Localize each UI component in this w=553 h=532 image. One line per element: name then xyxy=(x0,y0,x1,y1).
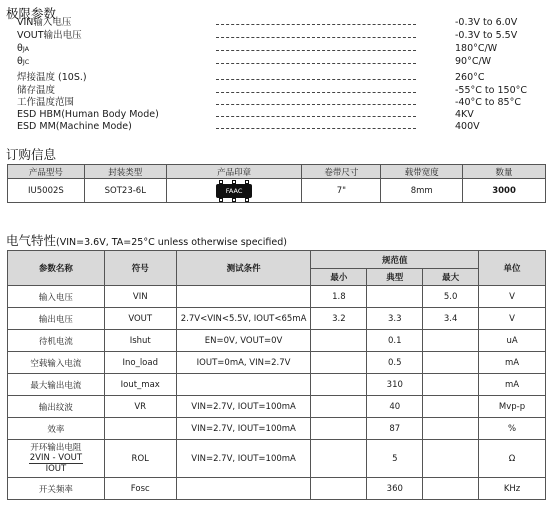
formula-numerator: 2VIN - VOUT xyxy=(29,453,83,463)
max-cell xyxy=(423,440,479,478)
table-row xyxy=(8,308,546,330)
column-header: 产品印章 xyxy=(166,165,302,179)
min-cell xyxy=(311,440,367,478)
order-table xyxy=(7,164,546,203)
max-cell: 5.0 xyxy=(423,286,479,308)
limit-label: θJA xyxy=(17,43,30,54)
param-cell: 输出电压 xyxy=(8,308,105,330)
leader-line xyxy=(216,63,416,64)
column-header: 产品型号 xyxy=(8,165,85,179)
typ-cell: 0.5 xyxy=(367,352,423,374)
table-row xyxy=(8,330,546,352)
qty-cell: 3000 xyxy=(463,179,546,203)
min-cell: 3.2 xyxy=(311,308,367,330)
max-cell: 3.4 xyxy=(423,308,479,330)
table-row xyxy=(8,478,546,500)
unit-cell: V xyxy=(479,286,546,308)
param-cell: 最大输出电流 xyxy=(8,374,105,396)
cond-cell: 2.7V<VIN<5.5V, IOUT<65mA xyxy=(176,308,311,330)
column-header: 卷带尺寸 xyxy=(302,165,381,179)
cond-cell xyxy=(176,478,311,500)
column-header: 载带宽度 xyxy=(381,165,463,179)
typ-cell: 310 xyxy=(367,374,423,396)
typ-cell: 360 xyxy=(367,478,423,500)
symbol-cell: Iout_max xyxy=(104,374,176,396)
typ-cell: 3.3 xyxy=(367,308,423,330)
unit-cell: uA xyxy=(479,330,546,352)
column-header: 最大 xyxy=(423,269,479,286)
cond-cell xyxy=(176,286,311,308)
chip-marking-text: FAAC xyxy=(216,184,252,198)
table-row xyxy=(8,179,546,203)
param-cell: 输入电压 xyxy=(8,286,105,308)
typ-cell: 0.1 xyxy=(367,330,423,352)
limit-value: 260°C xyxy=(455,72,485,83)
typ-cell xyxy=(367,286,423,308)
param-cell: 开关频率 xyxy=(8,478,105,500)
unit-cell: V xyxy=(479,308,546,330)
column-header: 参数名称 xyxy=(8,251,105,286)
cond-cell: VIN=2.7V, IOUT=100mA xyxy=(176,418,311,440)
formula-denominator: IOUT xyxy=(45,464,67,474)
max-cell xyxy=(423,418,479,440)
formula xyxy=(29,453,83,474)
typ-cell: 40 xyxy=(367,396,423,418)
table-row xyxy=(8,352,546,374)
symbol-cell: VR xyxy=(104,396,176,418)
model-cell: IU5002S xyxy=(8,179,85,203)
column-header: 符号 xyxy=(104,251,176,286)
tape-cell: 8mm xyxy=(381,179,463,203)
limit-value: -0.3V to 6.0V xyxy=(455,17,518,28)
limit-label: 焊接温度 (10S.) xyxy=(17,72,87,83)
unit-cell: mA xyxy=(479,352,546,374)
max-cell xyxy=(423,374,479,396)
typ-cell: 87 xyxy=(367,418,423,440)
unit-cell: KHz xyxy=(479,478,546,500)
table-row xyxy=(8,396,546,418)
limit-label: θJC xyxy=(17,56,30,67)
limit-label: ESD HBM(Human Body Mode) xyxy=(17,109,159,120)
leader-line xyxy=(216,79,416,80)
leader-line xyxy=(216,116,416,117)
limit-value: 90°C/W xyxy=(455,56,492,67)
param-cell: 待机电流 xyxy=(8,330,105,352)
leader-line xyxy=(216,24,416,25)
elec-title-text: 电气特性 xyxy=(6,233,57,248)
limit-value: 4KV xyxy=(455,109,474,120)
chip-marking-icon xyxy=(212,180,256,202)
param-cell: 效率 xyxy=(8,418,105,440)
table-row xyxy=(8,286,546,308)
min-cell xyxy=(311,374,367,396)
limit-label: VIN输入电压 xyxy=(17,17,72,28)
elec-subtitle: (VIN=3.6V, TA=25°C unless otherwise specified) xyxy=(56,237,287,248)
param-cell: 输出纹波 xyxy=(8,396,105,418)
param-cell: 空载输入电流 xyxy=(8,352,105,374)
min-cell xyxy=(311,396,367,418)
max-cell xyxy=(423,396,479,418)
cond-cell: VIN=2.7V, IOUT=100mA xyxy=(176,396,311,418)
min-cell xyxy=(311,330,367,352)
unit-cell: mA xyxy=(479,374,546,396)
limit-value: 400V xyxy=(455,121,480,132)
leader-line xyxy=(216,50,416,51)
column-header: 单位 xyxy=(479,251,546,286)
unit-cell: % xyxy=(479,418,546,440)
elec-title xyxy=(6,231,287,249)
column-header: 最小 xyxy=(311,269,367,286)
symbol-cell: Ishut xyxy=(104,330,176,352)
min-cell: 1.8 xyxy=(311,286,367,308)
param-cell xyxy=(8,440,105,478)
table-row xyxy=(8,374,546,396)
max-cell xyxy=(423,352,479,374)
symbol-cell: Ino_load xyxy=(104,352,176,374)
cond-cell: IOUT=0mA, VIN=2.7V xyxy=(176,352,311,374)
leader-line xyxy=(216,37,416,38)
typ-cell: 5 xyxy=(367,440,423,478)
leader-line xyxy=(216,104,416,105)
cond-cell: VIN=2.7V, IOUT=100mA xyxy=(176,440,311,478)
symbol-cell: ROL xyxy=(104,440,176,478)
max-cell xyxy=(423,478,479,500)
unit-cell: Mvp-p xyxy=(479,396,546,418)
order-title: 订购信息 xyxy=(6,147,57,162)
limit-value: -55°C to 150°C xyxy=(455,85,527,96)
param-label: 开环输出电阻 xyxy=(30,443,82,453)
limit-value: -40°C to 85°C xyxy=(455,97,521,108)
column-header: 测试条件 xyxy=(176,251,311,286)
column-header: 规范值 xyxy=(311,251,479,269)
marking-cell xyxy=(166,179,302,203)
column-header: 典型 xyxy=(367,269,423,286)
cond-cell: EN=0V, VOUT=0V xyxy=(176,330,311,352)
min-cell xyxy=(311,478,367,500)
max-cell xyxy=(423,330,479,352)
package-cell: SOT23-6L xyxy=(84,179,166,203)
min-cell xyxy=(311,352,367,374)
leader-line xyxy=(216,128,416,129)
limit-label: 储存温度 xyxy=(17,85,56,96)
limit-label: 工作温度范围 xyxy=(17,97,75,108)
symbol-cell: VIN xyxy=(104,286,176,308)
symbol-cell: Fosc xyxy=(104,478,176,500)
limits-title: 极限参数 xyxy=(6,6,57,21)
column-header: 数量 xyxy=(463,165,546,179)
limit-label: VOUT输出电压 xyxy=(17,30,82,41)
table-row xyxy=(8,418,546,440)
symbol-cell xyxy=(104,418,176,440)
symbol-cell: VOUT xyxy=(104,308,176,330)
elec-table xyxy=(7,250,546,500)
limit-value: -0.3V to 5.5V xyxy=(455,30,518,41)
cond-cell xyxy=(176,374,311,396)
column-header: 封装类型 xyxy=(84,165,166,179)
unit-cell: Ω xyxy=(479,440,546,478)
leader-line xyxy=(216,92,416,93)
limit-label: ESD MM(Machine Mode) xyxy=(17,121,132,132)
reel-cell: 7" xyxy=(302,179,381,203)
table-row xyxy=(8,440,546,478)
min-cell xyxy=(311,418,367,440)
limit-value: 180°C/W xyxy=(455,43,498,54)
